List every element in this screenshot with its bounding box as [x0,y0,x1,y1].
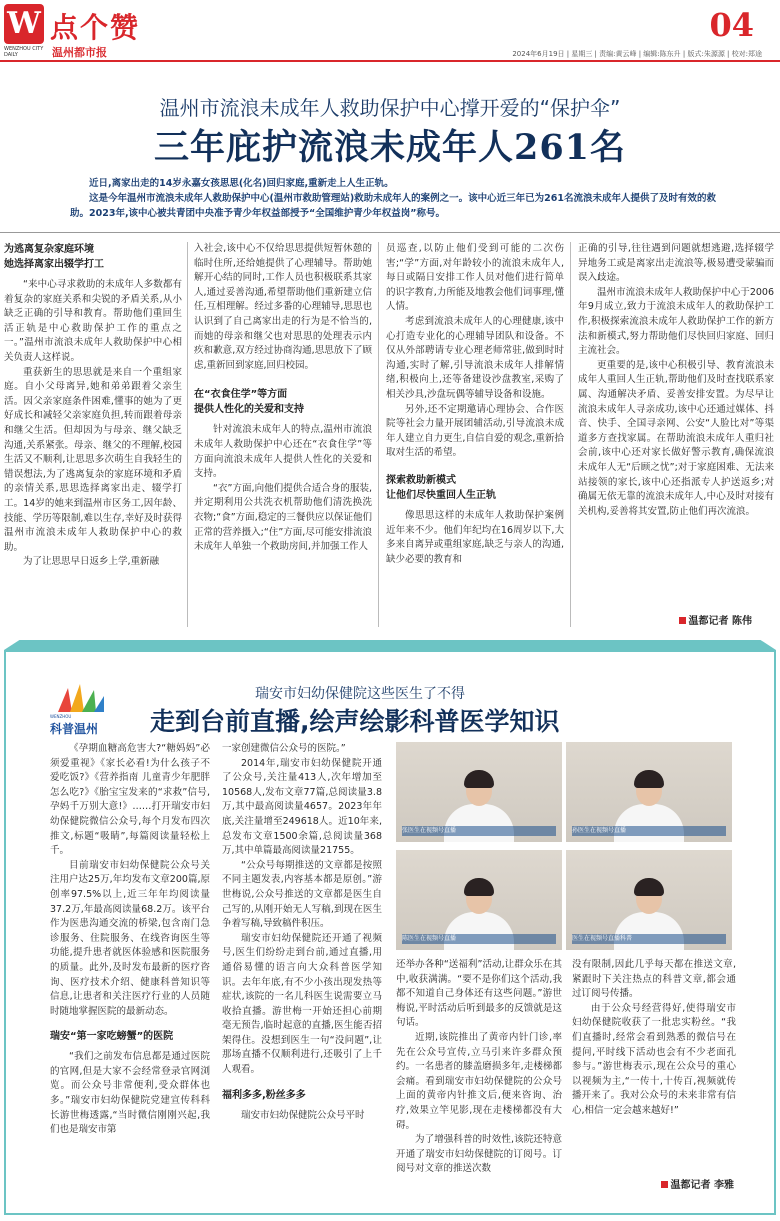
doctor-photo-4 [566,850,732,950]
article1-column-2 [194,242,372,627]
subheading: 福利多多,粉丝多多 [222,1089,306,1101]
paragraph: 针对流浪未成年人的特点,温州市流浪未成年人救助保护中心还在“衣食住学”等方面向流浪未成年人提供人性化的关爱和支持。 [194,424,372,480]
paragraph: 温州市流浪未成年人救助保护中心于2006年9月成立,致力于流浪未成年人的救助保护工作,积极探索流浪未成年人救助保护工作的新方法和新模式,努力帮助他们尽快回归家庭、回归主流社会。 [578,286,774,357]
paragraph: 像思思这样的未成年人救助保护案例近年来不少。他们年纪均在16周岁以下,大多来自离异或重组家庭,缺乏与亲人的沟通,缺少必要的教育和 [386,509,564,565]
paragraph: 由于公众号经营得好,使得瑞安市妇幼保健院收获了一批忠实粉丝。“我们直播时,经常会看到熟悉的微信号在提问,平时线下活动也会有不少老面孔参与。”游世梅表示,现在公众号的重心以视频为主,“一传十,十传百,视频就传播开来了。我对公众号的未来非常有信心,相信一定会越来越好!” [572,1002,736,1116]
doctor-photo-2 [566,742,732,842]
subheading: 瑞安“第一家吃螃蟹”的医院 [50,1031,174,1043]
paper-logo-subtitle: WENZHOU CITY DAILY [4,46,44,58]
paragraph: 入社会,该中心不仅给思思提供短暂休憩的临时住所,还给她提供了心理辅导。帮助她解开心结的同时,工作人员也积极联系其家人,通过妥善沟通,希望帮助他们重新建立信任,互相理解。经过多番的心理辅导,思思也认识到了自己离家出走的行为是不恰当的,而她的母亲和继父也对思思的处理表示内疚和歉意,双方经过协商沟通,思思放下了顾虑,重新回到家庭,回归校园。 [194,243,372,371]
column-rule [187,242,188,627]
paragraph: 考虑到流浪未成年人的心理健康,该中心打造专业化的心理辅导团队和设备。不仅从外部聘请专业心理老师常驻,做到时时沟通,实时了解,引导流浪未成年人排解情绪,积极向上,还等备建设沙盘教室,采购了相关沙具,沙盘玩偶等辅导设备和设施。 [386,315,564,400]
article2-reporter: 温都记者 李雅 [661,1176,734,1191]
reporter-marker-icon [679,617,686,624]
photo-caption: 张医生在视频号直播 [402,826,556,836]
section-divider [0,232,780,233]
reporter-marker-icon [661,1181,668,1188]
paragraph: “来中心寻求救助的未成年人多数都有着复杂的家庭关系和尖锐的矛盾关系,从小缺乏正确的引导和教育。帮助他们重回生活正轨是中心救助保护工作的重点之一。”温州市流浪未成年人救助保护中心相关负责人这样说。 [4,279,182,363]
photo-caption: 孙医生在视频号直播 [572,826,726,836]
paragraph: 瑞安市妇幼保健院公众号平时 [241,1109,365,1121]
article2-column-3 [396,958,562,1208]
kepu-logo-text: 科普温州 [50,722,99,736]
column-rule [570,242,571,627]
article1-column-4 [578,242,774,612]
photo-caption: 陈医生在视频号直播 [402,934,556,944]
article1-subtitle: 温州市流浪未成年人救助保护中心撑开爱的“保护伞” [159,96,621,120]
paragraph: 员巡查,以防止他们受到可能的二次伤害;“学”方面,对年龄较小的流浪未成年人,每日或隔日安排工作人员对他们进行简单的识字教育,力所能及地教会他们词事理,懂人情。 [386,243,564,313]
article1-title: 三年庇护流浪未成年人261名 [153,127,627,168]
paragraph: “衣”方面,向他们提供合适合身的服装,并定期利用公共洗衣机帮助他们清洗换洗衣物;“食”方面,稳定的三餐供应以保证他们正常的营养摄入;“住”方面,尽可能安排流浪未成年人单独一个救助房间,并加强工作人 [194,482,372,553]
masthead-rule [0,60,780,62]
article1-reporter: 温都记者 陈伟 [679,612,752,627]
article2-column-1 [50,742,210,1208]
paragraph: 更重要的是,该中心积极引导、教育流浪未成年人重回人生正轨,帮助他们及时查找联系家属、沟通解决矛盾、妥善安排安置。为尽早让流浪未成年人寻亲成功,该中心还通过媒体、抖音、快手、全国寻亲网、公安“人脸比对”等渠道多方查找家属。在帮助流浪未成年人重归社会前,该中心还对家长做好警示教育,确保流浪未成年人无“后顾之忧”;对于家庭困难、无法来站接领的家长,该中心还指派专人护送返乡;对确属无依无靠的流浪未成年人,中心及时对接有关机构,妥善将其安置,防止他们再次流浪。 [578,359,774,517]
article2-subtitle: 瑞安市妇幼保健院这些医生了不得 [255,686,465,702]
paragraph: 另外,还不定期邀请心理协会、合作医院等社会力量开展团辅活动,引导流浪未成年人建立自力更生,自信自爱的观念,重新拾取对生活的希望。 [386,403,564,459]
doctor-photo-1 [396,742,562,842]
paragraph: 还举办各种“送福利”活动,让群众乐在其中,收获满满。“要不是你们这个活动,我都不知道自己身体还有这些问题。”游世梅说,平时活动后听到最多的反馈就是这句话。 [396,959,562,1029]
article1-lead [70,176,720,221]
paragraph: 正确的引导,往往遇到问题就想逃避,选择辍学异地务工或是离家出走流浪等,极易遭受蒙骗而误入歧途。 [578,243,774,284]
paragraph: “公众号每期推送的文章都是按照不同主题发表,内容基本都是原创。”游世梅说,公众号推送的文章都是医生自己写的,从刚开始无人写稿,到现在医生争着写稿,导致稿件积压。 [222,859,382,930]
subheading: 在“衣食住学”等方面 提供人性化的关爱和支持 [194,389,304,416]
paragraph: 重获新生的思思就是来自一个重组家庭。自小父母离异,她和弟弟跟着父亲生活。因父亲家庭条件困难,懂事的她为了更好成长和减轻父亲家庭负担,转而跟着母亲和继父生活。但却因为与母亲、继父缺乏沟通,关系紧张。母亲、继父的不理解,校园生活又不顺利,让思思多次萌生自我轻生的错误想法,为了逃离复杂的家庭环境和矛盾的亲情关系,思思选择离家出走、辍学打工。14岁的她来到温州市区务工,因年龄、技能、学历等限制,难以生存,幸好及时获得温州市流浪未成年人救助保护中心的救助。 [4,366,182,553]
page-number: 04 [709,6,754,44]
column-rule [378,242,379,627]
paragraph: 一家创建微信公众号的医院。” [222,743,346,754]
article2-title: 走到台前直播,绘声绘影科普医学知识 [150,707,560,736]
column-name: 点个赞 [50,11,141,44]
paragraph: 为了增强科普的时效性,该院还特意开通了瑞安市妇幼保健院的订阅号。订阅号对文章的推送次数 [396,1134,562,1175]
paragraph: 没有限制,因此几乎每天都在推送文章,紧跟时下关注热点的科普文章,都会通过订阅号传播。 [572,959,736,1000]
paragraph: 2014年,瑞安市妇幼保健院开通了公众号,关注量413人,次年增加至10568人,发布文章77篇,总阅读量3.8万,其中最高阅读量4657。2023年年底,关注量增至249618人。近10年来,总发布文章1500余篇,总阅读量368万,其中单篇最高阅读量21755。 [222,757,382,857]
paragraph: 《孕期血糖高危害大?“糖妈妈”必须爱重视》《家长必看!为什么孩子不爱吃饭?》《营养指南 儿童青少年肥胖怎么吃?》《胎宝宝发来的“求救”信号,孕妈千万别大意!》……打开瑞安市妇幼保健院微信公众号,每个月发布四次推文,标题“吸睛”,每篇阅读量轻松上千。 [50,743,210,857]
paragraph: 近期,该院推出了黄帝内针门诊,率先在公众号宣传,立马引来许多群众预约。一名患者的膝盖磨损多年,走楼梯都会痛。看到瑞安市妇幼保健院的公众号上面的黄帝内针推文后,便来咨询、治疗,效果立竿见影,现在走楼梯都没有大碍。 [396,1031,562,1131]
paper-logo: W [4,4,44,44]
photo-caption: 医生在视频号直播科普 [572,934,726,944]
paragraph: 为了让思思早日返乡上学,重新融 [23,556,160,568]
lead-paragraph: 这是今年温州市流浪未成年人救助保护中心(温州市救助管理站)救助未成年人的案例之一。该中心近三年已为261名流浪未成年人提供了及时有效的救助。2023年,该中心被共青团中央准予青少年权益部授予“全国维护青少年权益岗”称号。 [70,193,717,219]
article2-column-4 [572,958,736,1170]
kepu-logo-subtitle: WENZHOU [50,714,72,719]
article2-column-2 [222,742,382,1208]
paragraph: “我们之前发布信息都是通过医院的官网,但是大家不会经常登录官网浏览。而公众号非常便利,受众群体也多。”瑞安市妇幼保健院党建宣传科科长游世梅透露,“当时微信刚刚兴起,我们也是瑞安市第 [50,1051,210,1136]
paragraph: 目前瑞安市妇幼保健院公众号关注用户达25万,年均发布文章200篇,原创率97.5%以上,近三年年均阅读量37.2万,年最高阅读量68.2万。该平台作为医患沟通交流的桥梁,包含南门急诊服务、住院服务、在线咨询医生等功能,提升患者就医体验感和医院服务的质量。此外,及时发布最新的医疗咨询、医疗技术介绍、健康科普知识等信息,让患者和关注医疗行业的人员随时随地掌握医院的最新动态。 [50,859,210,1017]
paper-name: 温州都市报 [52,46,107,59]
subheading: 探索救助新模式 让他们尽快重回人生正轨 [386,474,496,501]
subheading: 为逃离复杂家庭环境 她选择离家出辍学打工 [4,244,104,270]
article1-column-3 [386,242,564,627]
lead-paragraph: 近日,离家出走的14岁永嘉女孩思思(化名)回归家庭,重新走上人生正轨。 [89,178,394,189]
dateline: 2024年6月19日 | 星期三 | 责编:黄云峰 | 编辑:陈东升 | 版式:朱源源 | 校对:郑途 [512,50,762,58]
paragraph: 瑞安市妇幼保健院还开通了视频号,医生们纷纷走到台前,通过直播,用通俗易懂的语言向大众科普医学知识。去年年底,有不少小孩出现发热等症状,该院的一名儿科医生说需要立马收拾直播。游世梅一开始还担心前期毫无预告,临时起意的直播,医生能否招架得住。没想到医生一句“没问题”,让那场直播不仅顺利进行,还吸引了上千人观看。 [222,932,382,1076]
doctor-photo-3 [396,850,562,950]
article1-column-1 [4,242,182,627]
feature-box-top [4,640,776,650]
